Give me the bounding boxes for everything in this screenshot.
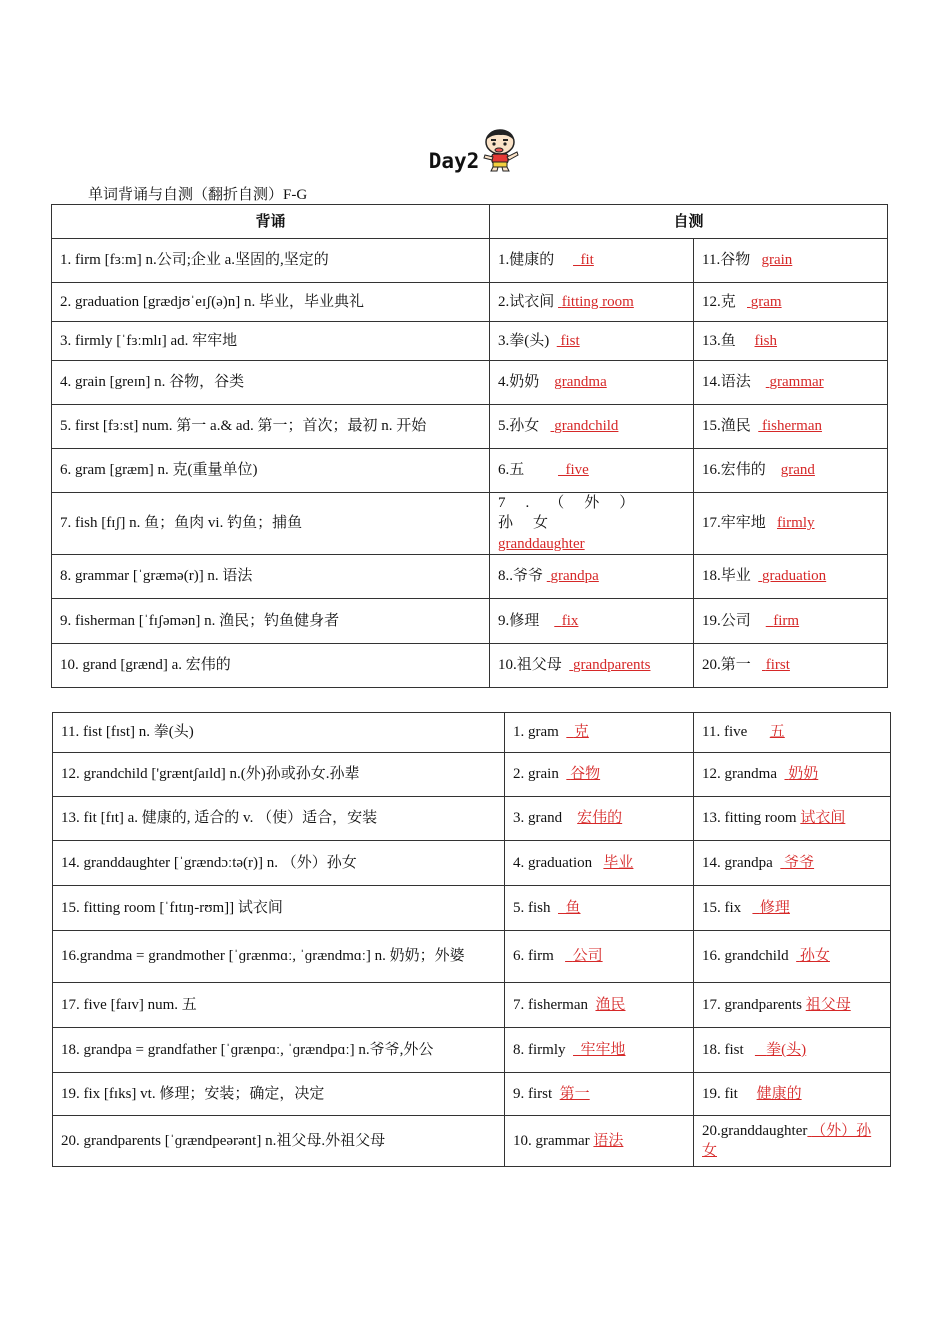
- question-text: 6. firm: [513, 948, 554, 965]
- question-text: 9. first: [513, 1085, 553, 1102]
- test-cell: [694, 554, 888, 598]
- table-row: [52, 449, 888, 493]
- table-row: [53, 753, 891, 797]
- question-text: 16. grandchild: [702, 948, 789, 965]
- table-row: [53, 1073, 891, 1116]
- table-row: [52, 322, 888, 361]
- table-row: [53, 841, 891, 886]
- answer-text: 渔民: [595, 996, 626, 1013]
- table-row: [53, 1028, 891, 1073]
- question-text: 19. fit: [702, 1085, 738, 1102]
- test-cell: [490, 493, 694, 555]
- table-row: [52, 643, 888, 687]
- recite-cell: 20. grandparents [ˈɡrændpeərənt] n.祖父母.外祖父母: [53, 1116, 505, 1167]
- answer-text: fish: [754, 332, 778, 349]
- test-cell: [505, 797, 694, 841]
- test-cell: [694, 797, 891, 841]
- recite-cell: 15. fitting room [ˈfɪtɪŋ-rʊm]] 试衣间: [53, 886, 505, 931]
- section-subtitle: 单词背诵与自测（翻折自测）F-G: [88, 187, 308, 203]
- test-cell: [505, 713, 694, 753]
- recite-cell: 3. firmly [ˈfɜːmlɪ] ad. 牢牢地: [52, 322, 490, 361]
- test-cell: [505, 1073, 694, 1116]
- question-text: 19.公司: [702, 612, 751, 629]
- answer-text: five: [565, 462, 589, 479]
- answer-text: 孙女: [799, 948, 830, 965]
- test-cell: [694, 598, 888, 643]
- answer-text: fisherman: [762, 418, 822, 435]
- test-cell: [694, 361, 888, 405]
- answer-text: 五: [769, 724, 785, 741]
- answer-text: firmly: [777, 515, 815, 532]
- question-text: 11.谷物: [702, 252, 751, 269]
- answer-text: 祖父母: [805, 996, 851, 1013]
- test-cell: [505, 1116, 694, 1167]
- answer-text: first: [765, 657, 790, 674]
- table-row: [52, 493, 888, 555]
- question-text: 8..爷爷: [498, 568, 544, 585]
- question-text: 4. graduation: [513, 854, 593, 871]
- test-cell: [694, 1116, 891, 1167]
- answer-text: 修理: [759, 899, 790, 916]
- recite-cell: 7. fish [fɪʃ] n. 鱼；鱼肉 vi. 钓鱼；捕鱼: [52, 493, 490, 555]
- table-row: [52, 239, 888, 283]
- test-cell: [490, 449, 694, 493]
- question-text: 3.拳(头): [498, 332, 550, 349]
- test-cell: [694, 931, 891, 983]
- answer-text: 公司: [572, 948, 603, 965]
- table-row: [53, 713, 891, 753]
- question-text: 20.granddaughter: [702, 1122, 808, 1139]
- answer-text: grammar: [769, 374, 824, 391]
- recite-header: 背诵: [52, 205, 490, 239]
- test-cell: [694, 283, 888, 322]
- question-text: 20.第一: [702, 657, 751, 674]
- answer-text: grandchild: [554, 418, 619, 435]
- question-text: 13. fitting room: [702, 810, 797, 827]
- test-cell: [505, 983, 694, 1028]
- table-row: [53, 1116, 891, 1167]
- answer-text: 毕业: [603, 854, 634, 871]
- test-cell: [490, 322, 694, 361]
- answer-text: 宏伟的: [577, 810, 623, 827]
- question-text: 3. grand: [513, 810, 563, 827]
- question-text: 4.奶奶: [498, 374, 540, 391]
- question-text: 15.渔民: [702, 418, 751, 435]
- question-text: 1. gram: [513, 724, 559, 741]
- question-text: 1.健康的: [498, 252, 555, 269]
- answer-text: fit: [580, 252, 594, 269]
- table-row: [52, 361, 888, 405]
- test-cell: [694, 1028, 891, 1073]
- test-cell: [490, 361, 694, 405]
- page-title: [0, 128, 950, 177]
- answer-text: 鱼: [565, 899, 581, 916]
- question-text: 11. five: [702, 724, 748, 741]
- recite-cell: 8. grammar [ˈgræmə(r)] n. 语法: [52, 554, 490, 598]
- test-cell: [694, 983, 891, 1028]
- recite-cell: 18. grandpa = grandfather [ˈɡrænpɑː, ˈɡrændpɑː] n.爷爷,外公: [53, 1028, 505, 1073]
- test-cell: [694, 239, 888, 283]
- test-cell: [505, 886, 694, 931]
- question-text: 14.语法: [702, 374, 751, 391]
- answer-text: fix: [561, 612, 579, 629]
- test-cell: [505, 1028, 694, 1073]
- answer-text: grandparents: [573, 657, 651, 674]
- question-text: 7.（外）孙女: [498, 495, 655, 532]
- question-text: 5.孙女: [498, 418, 540, 435]
- table-row: [53, 983, 891, 1028]
- answer-text: 语法: [593, 1132, 624, 1149]
- question-text: 13.鱼: [702, 332, 736, 349]
- answer-text: 奶奶: [788, 766, 819, 783]
- title-text: Day2: [428, 149, 480, 173]
- recite-cell: 10. grand [grænd] a. 宏伟的: [52, 643, 490, 687]
- answer-text: 试衣间: [800, 810, 846, 827]
- vocab-table-1: [51, 204, 888, 688]
- table-row: [52, 598, 888, 643]
- question-text: 6.五: [498, 462, 525, 479]
- recite-cell: 2. graduation [grædjʊˈeɪʃ(ə)n] n. 毕业，毕业典礼: [52, 283, 490, 322]
- question-text: 18. fist: [702, 1041, 744, 1058]
- answer-text: 克: [573, 724, 589, 741]
- table-row: [52, 283, 888, 322]
- answer-text: grand: [780, 462, 815, 479]
- question-text: 12.克: [702, 293, 736, 310]
- test-cell: [694, 449, 888, 493]
- question-text: 8. firmly: [513, 1041, 566, 1058]
- test-cell: [490, 643, 694, 687]
- answer-text: graduation: [762, 568, 827, 585]
- question-text: 5. fish: [513, 899, 551, 916]
- answer-text: firm: [773, 612, 800, 629]
- table-header-row: [52, 205, 888, 239]
- answer-text: granddaughter: [498, 535, 585, 552]
- answer-text: 第一: [559, 1085, 590, 1102]
- answer-text: grandpa: [550, 568, 599, 585]
- test-cell: [490, 239, 694, 283]
- question-text: 7. fisherman: [513, 996, 588, 1013]
- vocab-table-2: [52, 712, 891, 1167]
- test-cell: [694, 405, 888, 449]
- answer-text: 爷爷: [784, 854, 815, 871]
- test-cell: [490, 554, 694, 598]
- test-cell: [490, 283, 694, 322]
- test-cell: [694, 493, 888, 555]
- test-cell: [694, 886, 891, 931]
- recite-cell: 1. firm [fɜːm] n.公司;企业 a.坚固的,坚定的: [52, 239, 490, 283]
- answer-text: grain: [761, 252, 793, 269]
- test-header: 自测: [490, 205, 888, 239]
- recite-cell: 9. fisherman [ˈfɪʃəmən] n. 渔民；钓鱼健身者: [52, 598, 490, 643]
- question-text: 2. grain: [513, 766, 559, 783]
- test-cell: [505, 841, 694, 886]
- test-cell: [694, 713, 891, 753]
- cartoon-mascot-icon: [481, 128, 521, 177]
- answer-text: fitting room: [561, 293, 634, 310]
- answer-text: 健康的: [756, 1085, 802, 1102]
- question-text: 16.宏伟的: [702, 462, 766, 479]
- table-row: [53, 931, 891, 983]
- recite-cell: 19. fix [fɪks] vt. 修理；安装；确定，决定: [53, 1073, 505, 1116]
- question-text: 10.祖父母: [498, 657, 562, 674]
- table-row: [52, 405, 888, 449]
- recite-cell: 5. first [fɜːst] num. 第一 a.& ad. 第一；首次；最初 n. 开始: [52, 405, 490, 449]
- question-text: 10. grammar: [513, 1132, 590, 1149]
- question-text: 17.牢牢地: [702, 515, 766, 532]
- question-text: 2.试衣间: [498, 293, 555, 310]
- answer-text: （外）孙女: [702, 1122, 872, 1159]
- test-cell: [505, 753, 694, 797]
- question-text: 12. grandma: [702, 766, 777, 783]
- test-cell: [694, 643, 888, 687]
- recite-cell: 14. granddaughter [ˈgrændɔːtə(r)] n. （外）孙女: [53, 841, 505, 886]
- recite-cell: 6. gram [græm] n. 克(重量单位): [52, 449, 490, 493]
- answer-text: gram: [750, 293, 782, 310]
- recite-cell: 13. fit [fɪt] a. 健康的, 适合的 v. （使）适合，安装: [53, 797, 505, 841]
- table-row: [53, 797, 891, 841]
- question-text: 18.毕业: [702, 568, 751, 585]
- question-text: 17. grandparents: [702, 996, 802, 1013]
- answer-text: fist: [560, 332, 580, 349]
- table-row: [53, 886, 891, 931]
- test-cell: [490, 405, 694, 449]
- question-text: 9.修理: [498, 612, 540, 629]
- test-cell: [694, 753, 891, 797]
- test-cell: [505, 931, 694, 983]
- recite-cell: 4. grain [greɪn] n. 谷物，谷类: [52, 361, 490, 405]
- answer-text: 牢牢地: [580, 1041, 626, 1058]
- question-text: 14. grandpa: [702, 854, 773, 871]
- recite-cell: 16.grandma = grandmother [ˈɡrænmɑː, ˈɡrændmɑː] n. 奶奶；外婆: [53, 931, 505, 983]
- table-row: [52, 554, 888, 598]
- question-text: 15. fix: [702, 899, 742, 916]
- answer-text: 谷物: [570, 766, 601, 783]
- recite-cell: 17. five [faɪv] num. 五: [53, 983, 505, 1028]
- test-cell: [490, 598, 694, 643]
- recite-cell: 11. fist [fɪst] n. 拳(头): [53, 713, 505, 753]
- test-cell: [694, 322, 888, 361]
- recite-cell: 12. grandchild ['græntʃaɪld] n.(外)孙或孙女.孙辈: [53, 753, 505, 797]
- test-cell: [694, 841, 891, 886]
- answer-text: grandma: [554, 374, 607, 391]
- test-cell: [694, 1073, 891, 1116]
- answer-text: 拳(头): [766, 1041, 807, 1058]
